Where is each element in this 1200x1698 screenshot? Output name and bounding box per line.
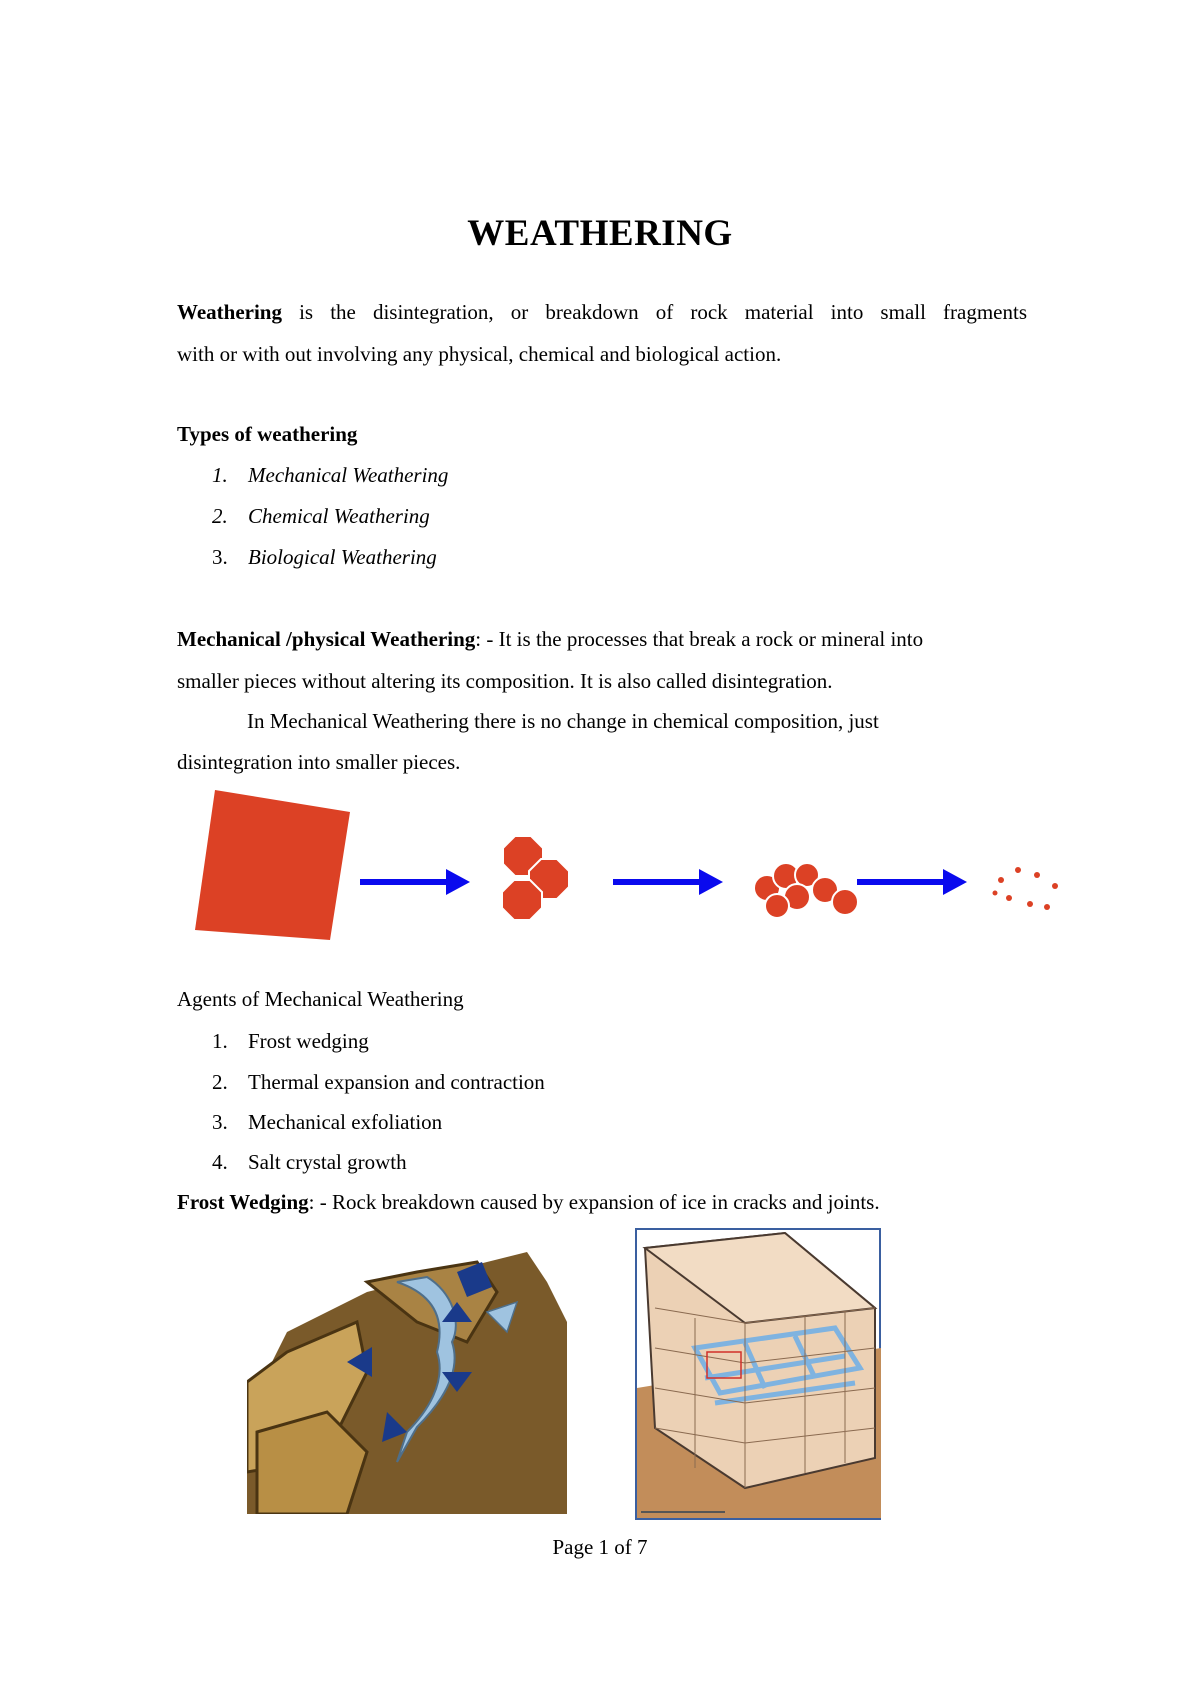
list-number: 4. — [212, 1150, 228, 1174]
mechanical-term: Mechanical /physical Weathering — [177, 627, 476, 651]
intro-line-1 — [177, 291, 1027, 333]
list-label: Mechanical exfoliation — [248, 1110, 443, 1134]
intro-term: Weathering — [177, 300, 282, 324]
arrow-1 — [360, 869, 470, 895]
list-number: 3. — [212, 545, 228, 569]
mechanical-line-3: In Mechanical Weathering there is no change in chemical composition, just — [247, 709, 879, 733]
frost-wedging-illustration — [247, 1232, 567, 1514]
large-rock-block — [195, 790, 350, 940]
list-number: 2. — [212, 504, 228, 528]
list-label: Biological Weathering — [248, 545, 437, 569]
list-number: 2. — [212, 1070, 228, 1094]
intro-line-1-text: is the disintegration, or breakdown of rock material into small fragments — [282, 300, 1027, 324]
frost-text: : - Rock breakdown caused by expansion of ice in cracks and joints. — [308, 1190, 880, 1214]
list-label: Thermal expansion and contraction — [248, 1070, 545, 1094]
list-number: 1. — [212, 463, 228, 487]
list-label: Mechanical Weathering — [248, 463, 449, 487]
list-number: 1. — [212, 1029, 228, 1053]
tiny-rock-particles — [993, 867, 1059, 910]
frost-term: Frost Wedging — [177, 1190, 309, 1214]
page-number: Page 1 of 7 — [552, 1535, 648, 1559]
mechanical-line-1 — [177, 618, 1027, 660]
list-label: Salt crystal growth — [248, 1150, 407, 1174]
smaller-rock-pieces — [754, 863, 858, 918]
frost-wedging-line — [177, 1181, 1027, 1223]
mechanical-line-4: disintegration into smaller pieces. — [177, 750, 461, 774]
broken-rock-pieces — [502, 836, 569, 920]
types-heading: Types of weathering — [177, 422, 358, 446]
page-title: WEATHERING — [467, 213, 733, 254]
arrow-2 — [613, 869, 723, 895]
list-label: Frost wedging — [248, 1029, 369, 1053]
list-number: 3. — [212, 1110, 228, 1134]
list-label: Chemical Weathering — [248, 504, 430, 528]
mechanical-line-2: smaller pieces without altering its composition. It is also called disintegration. — [177, 669, 833, 693]
arrow-3 — [857, 869, 967, 895]
agents-heading: Agents of Mechanical Weathering — [177, 987, 464, 1011]
jointed-rock-illustration — [635, 1228, 881, 1520]
intro-line-2: with or with out involving any physical, chemical and biological action. — [177, 342, 782, 366]
mechanical-line-1-text: : - It is the processes that break a rock or mineral into — [475, 627, 924, 651]
disintegration-diagram — [185, 790, 1065, 940]
